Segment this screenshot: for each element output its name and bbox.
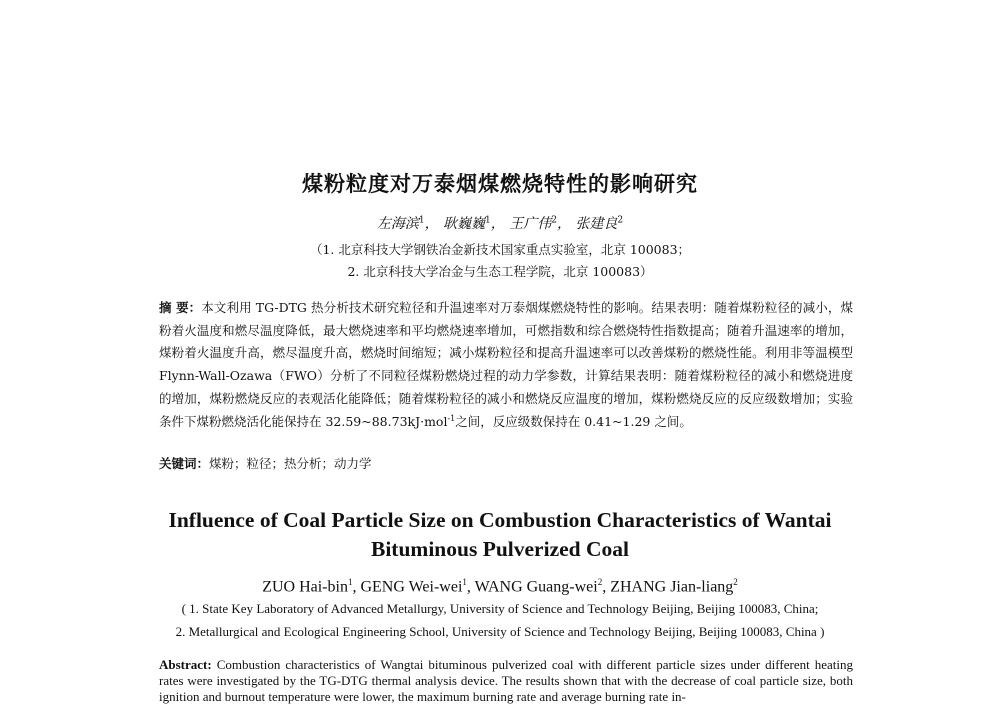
chinese-authors [0, 213, 1000, 233]
english-title-line-2: Bituminous Pulverized Coal [370, 537, 629, 561]
english-author-affiliation-mark: 2 [597, 577, 603, 587]
chinese-title: 煤粉粒度对万泰烟煤燃烧特性的影响研究 [302, 172, 698, 196]
english-abstract-label: Abstract: [159, 657, 212, 672]
chinese-author: 耿巍巍 [443, 216, 486, 232]
english-abstract [159, 657, 853, 705]
author-separator: , [602, 578, 611, 596]
chinese-author-affiliation-mark: 1 [485, 215, 491, 226]
english-author-affiliation-mark: 1 [347, 577, 353, 587]
chinese-author: 左海滨 [376, 216, 419, 232]
author-separator: ， [490, 216, 505, 232]
english-author: ZUO Hai-bin [262, 578, 348, 596]
chinese-abstract-text: 本文利用 TG-DTG 热分析技术研究粒径和升温速率对万泰烟煤燃烧特性的影响。结果表明：随着煤粉粒径的减小，煤粉着火温度和燃尽温度降低，最大燃烧速率和平均燃烧速率增加，可燃指数和综合燃烧特性指数提高；随着升温速率的增加，煤粉着火温度升高，燃尽温度升高，燃烧时间缩短；减小煤粉粒径和提高升温速率可以改善煤粉的燃烧性能。利用非等温模型 Flynn-Wall-Ozawa（FWO）分析了不同粒径煤粉燃烧过程的动力学参数，计算结果表明：随着煤粉粒径的减小和燃烧进度的增加，煤粉燃烧反应的表观活化能降低；随着煤粉粒径的减小和燃烧反应温度的增加，煤粉燃烧反应的反应级数增加；实验条件下煤粉燃烧活化能保持在 32.59~88.73kJ·mol [159, 300, 853, 429]
english-abstract-text: Combustion characteristics of Wangtai bituminous pulverized coal with different particle sizes under different heating rates were investigated by the TG-DTG thermal analysis device. The results shown that with the decrease of coal particle size, both ignition and burnout temperature were lower, the maximum burning rate and average burning rate in- [159, 657, 853, 704]
english-affiliation-1: ( 1. State Key Laboratory of Advanced Metallurgy, University of Science and Technology Beijing, Beijing 100083, China; [181, 601, 819, 616]
chinese-author-affiliation-mark: 1 [418, 215, 425, 226]
chinese-affiliation-2: 2. 北京科技大学冶金与生态工程学院，北京 100083） [347, 264, 653, 279]
chinese-abstract [159, 297, 853, 433]
unit-superscript: -1 [447, 413, 456, 423]
english-title [60, 506, 940, 564]
chinese-author: 王广伟 [509, 216, 552, 232]
english-author: WANG Guang-wei [474, 578, 598, 596]
chinese-author-affiliation-mark: 2 [551, 215, 557, 226]
chinese-keywords-text: 煤粉；粒径；热分析；动力学 [209, 456, 372, 471]
english-title-line-1: Influence of Coal Particle Size on Combustion Characteristics of Wantai [168, 508, 832, 532]
english-affiliation-2: 2. Metallurgical and Ecological Engineering School, University of Science and Technology Beijing, Beijing 100083, China ) [175, 624, 825, 639]
chinese-keywords [159, 454, 853, 472]
author-separator: , [466, 578, 475, 596]
chinese-author: 张建良 [575, 216, 618, 232]
english-author-affiliation-mark: 1 [462, 577, 467, 587]
author-separator: , [352, 578, 361, 596]
english-author-affiliation-mark: 2 [733, 577, 738, 587]
chinese-affiliation-1: （1. 北京科技大学钢铁冶金新技术国家重点实验室，北京 100083； [309, 242, 691, 257]
chinese-abstract-text-end: 之间，反应级数保持在 0.41~1.29 之间。 [455, 413, 692, 429]
chinese-author-affiliation-mark: 2 [617, 215, 624, 226]
chinese-keywords-label: 关键词： [159, 456, 210, 471]
english-author: ZHANG Jian-liang [610, 578, 734, 596]
author-separator: ， [424, 216, 439, 232]
chinese-abstract-label: 摘 要： [159, 300, 202, 315]
english-author: GENG Wei-wei [360, 578, 463, 596]
author-separator: ， [556, 216, 571, 232]
english-authors [0, 577, 1000, 596]
